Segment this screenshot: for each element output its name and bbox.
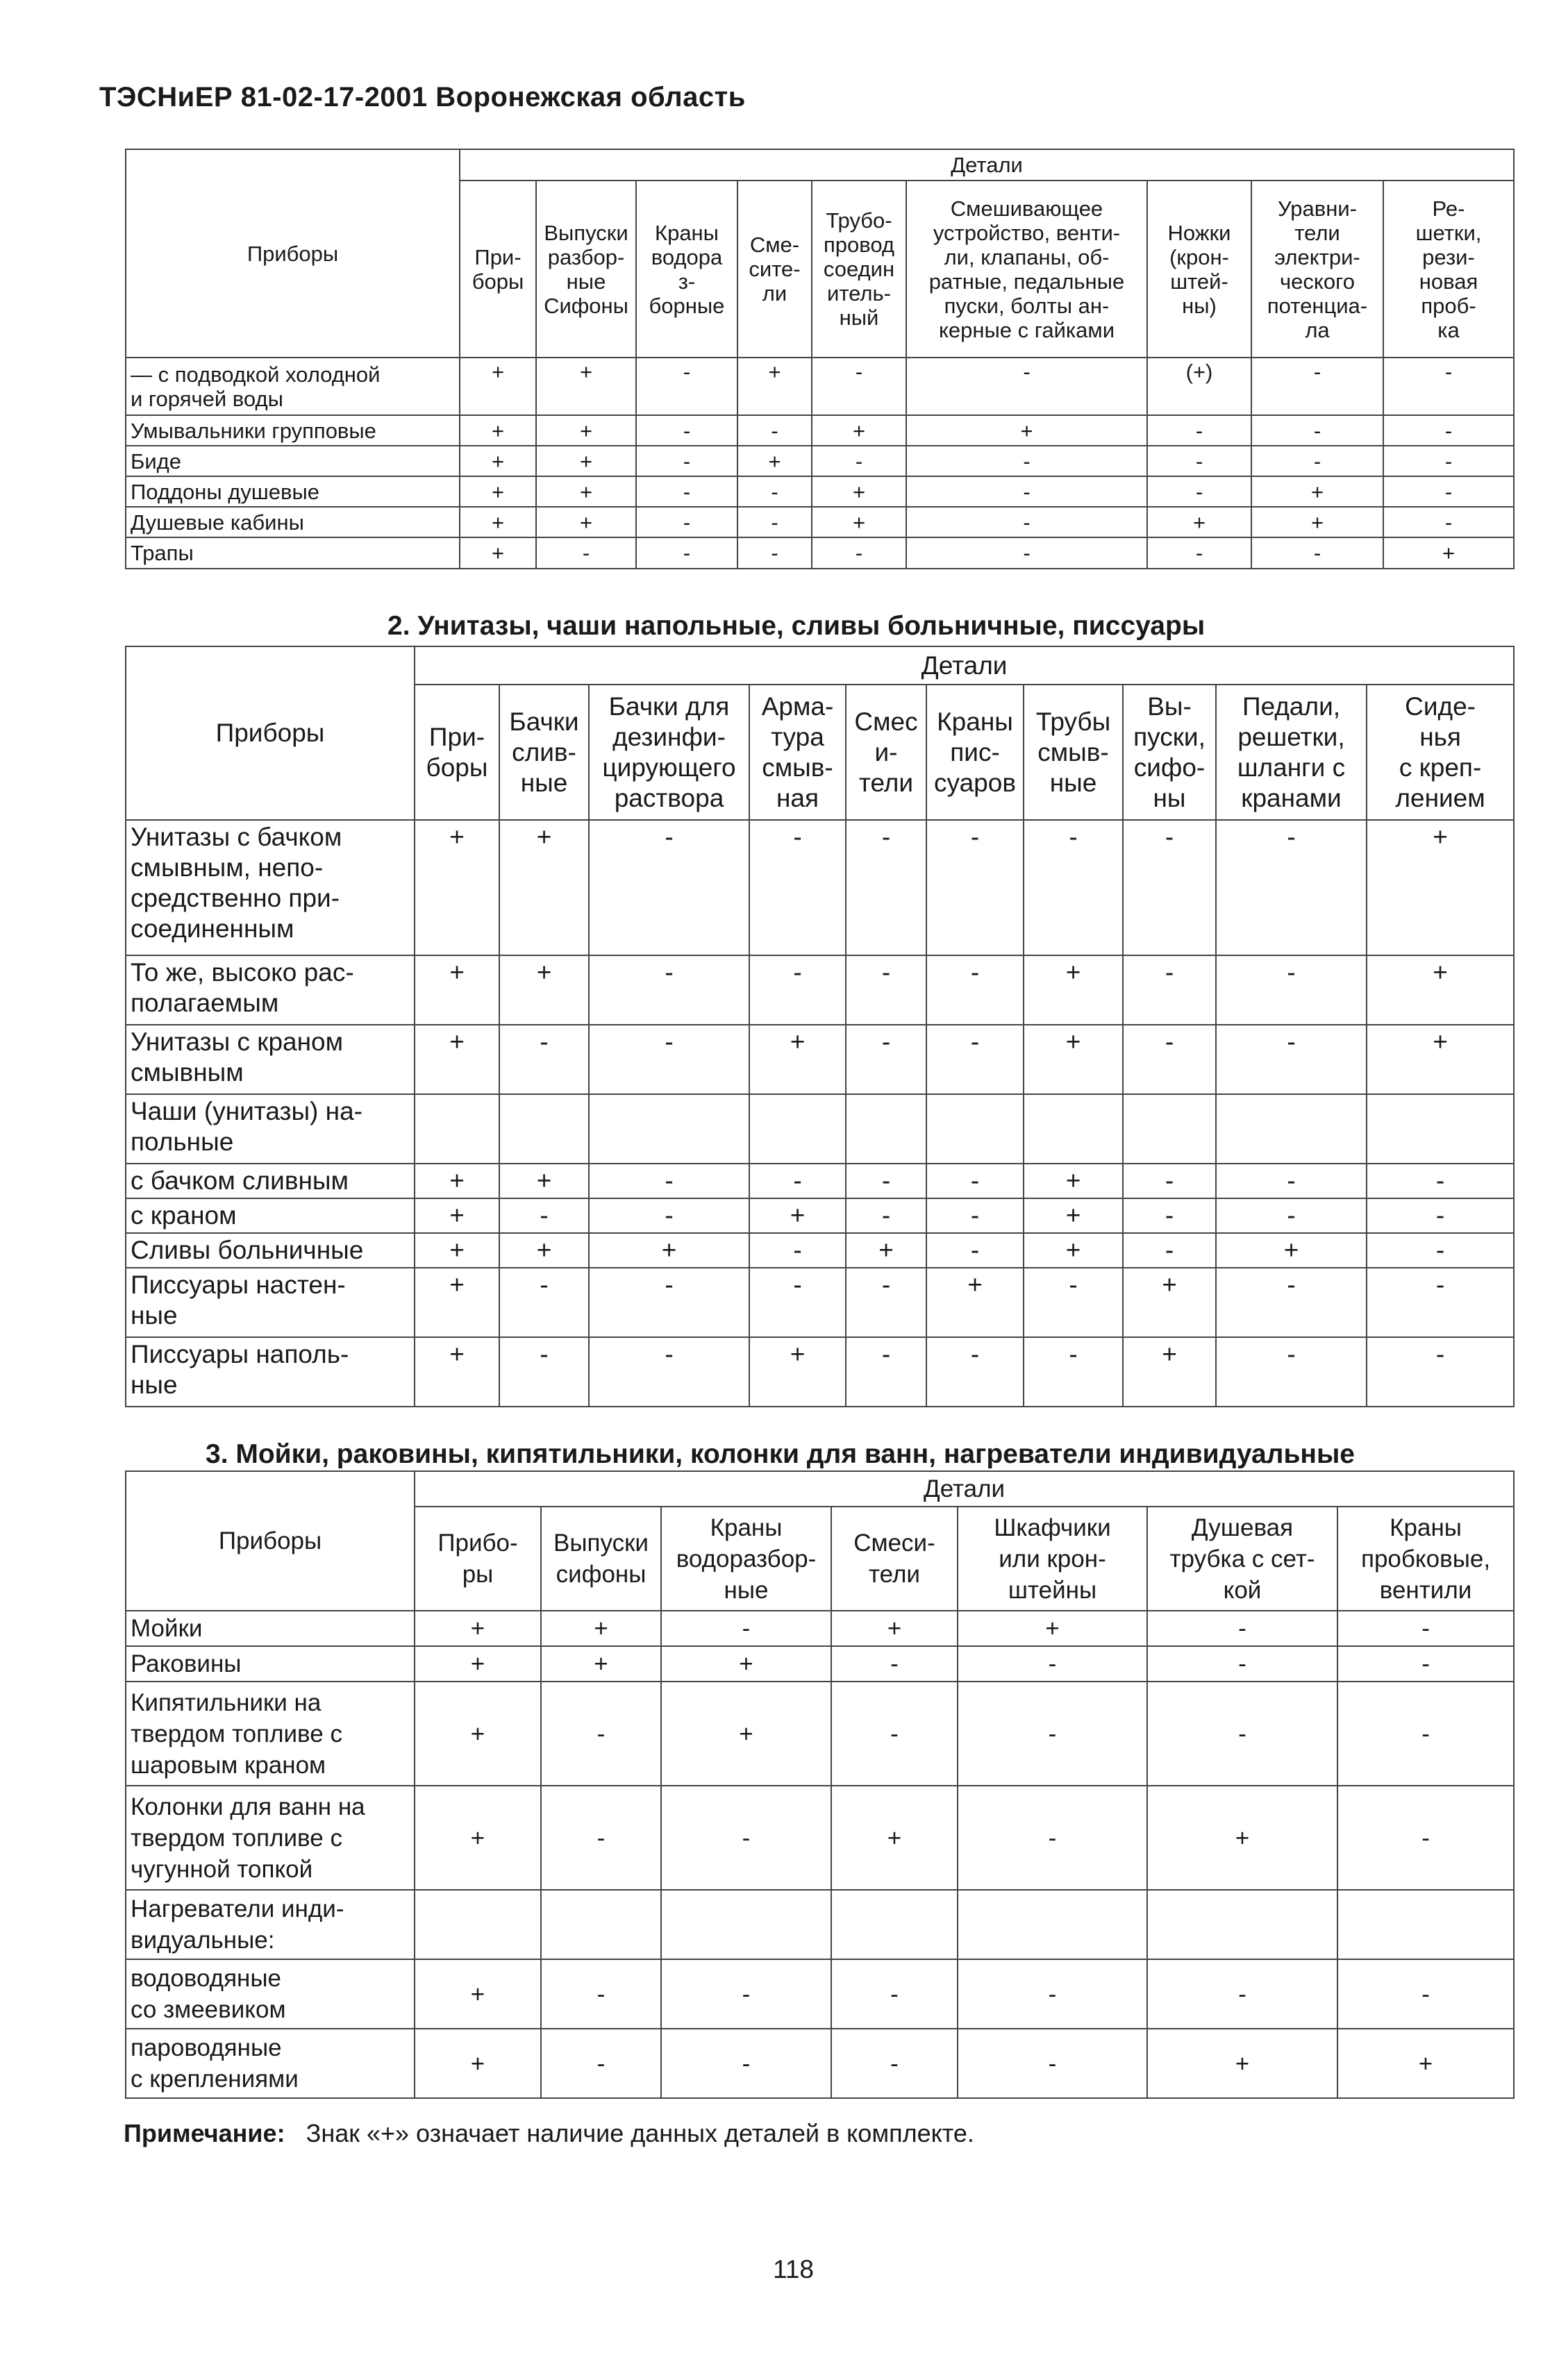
table-cell: -: [1147, 1611, 1337, 1646]
table-cell: -: [589, 1268, 749, 1337]
table-2-group-label: Детали: [415, 646, 1514, 685]
table-cell: +: [415, 2029, 541, 2098]
table-cell: +: [541, 1611, 661, 1646]
table-cell: -: [1383, 446, 1514, 476]
table-row: [126, 358, 1514, 415]
table-3-col-header: Смеси- тели: [831, 1507, 958, 1611]
table-cell: -: [1383, 415, 1514, 446]
table-cell: -: [926, 1164, 1024, 1198]
table-cell: +: [1024, 1164, 1123, 1198]
table-cell: -: [926, 1025, 1024, 1094]
table-cell: -: [958, 1786, 1147, 1890]
table-cell: -: [1337, 1682, 1514, 1786]
table-row: [126, 446, 1514, 476]
table-2-col-header: Вы- пуски, сифо- ны: [1123, 685, 1216, 820]
table-cell: +: [1123, 1268, 1216, 1337]
row-label: Кипятильники на твердом топливе с шаровым краном: [126, 1682, 415, 1786]
table-cell: -: [906, 507, 1147, 537]
section-3-title: 3. Мойки, раковины, кипятильники, колонки для ванн, нагреватели индивидуальные: [206, 1439, 1355, 1469]
table-cell: -: [1216, 1164, 1367, 1198]
footnote-text: Знак «+» означает наличие данных деталей в комплекте.: [306, 2119, 974, 2147]
table-cell: +: [1147, 1786, 1337, 1890]
table-cell: [958, 1890, 1147, 1959]
table-cell: +: [589, 1233, 749, 1268]
row-label: с краном: [126, 1198, 415, 1233]
table-cell: -: [831, 1682, 958, 1786]
table-cell: [1123, 1094, 1216, 1164]
table-cell: +: [460, 537, 536, 569]
table-cell: -: [812, 537, 906, 569]
table-cell: +: [846, 1233, 926, 1268]
page-number: 118: [773, 2255, 814, 2283]
table-row: [126, 1164, 1514, 1198]
table-cell: -: [1367, 1337, 1514, 1407]
table-cell: -: [958, 1959, 1147, 2029]
table-row: [126, 1959, 1514, 2029]
table-cell: -: [1123, 1198, 1216, 1233]
table-cell: +: [415, 955, 499, 1025]
table-cell: [926, 1094, 1024, 1164]
table-cell: -: [541, 2029, 661, 2098]
table-cell: -: [1024, 820, 1123, 955]
table-cell: -: [1216, 1337, 1367, 1407]
row-label: Умывальники групповые: [126, 415, 460, 446]
row-label: Писсуары наполь- ные: [126, 1337, 415, 1407]
table-cell: [1367, 1094, 1514, 1164]
table-cell: +: [1251, 476, 1383, 507]
table-cell: [846, 1094, 926, 1164]
table-cell: -: [1367, 1268, 1514, 1337]
table-cell: +: [812, 476, 906, 507]
table-cell: -: [1383, 476, 1514, 507]
row-label: Душевые кабины: [126, 507, 460, 537]
row-label: То же, высоко рас- полагаемым: [126, 955, 415, 1025]
table-cell: +: [499, 1233, 589, 1268]
table-3-col-header: Краны пробковые, вентили: [1337, 1507, 1514, 1611]
table-cell: [1216, 1094, 1367, 1164]
table-cell: -: [1337, 1959, 1514, 2029]
table-1-col-header: Смешивающее устройство, венти- ли, клапаны, об- ратные, педальные пуски, болты ан- керные с гайками: [906, 181, 1147, 358]
table-2-col-header: Смес и- тели: [846, 685, 926, 820]
table-cell: -: [499, 1025, 589, 1094]
table-cell: +: [1024, 1025, 1123, 1094]
table-row: [126, 507, 1514, 537]
table-cell: -: [846, 1337, 926, 1407]
table-cell: +: [1024, 955, 1123, 1025]
row-label: с бачком сливным: [126, 1164, 415, 1198]
row-label: Чаши (унитазы) на- польные: [126, 1094, 415, 1164]
table-cell: +: [812, 415, 906, 446]
table-cell: -: [1251, 446, 1383, 476]
section-2-title: 2. Унитазы, чаши напольные, сливы больничные, писсуары: [387, 611, 1206, 641]
table-cell: -: [1251, 358, 1383, 415]
table-cell: +: [536, 358, 636, 415]
table-cell: +: [737, 358, 812, 415]
table-1-col-header: Ре- шетки, рези- новая проб- ка: [1383, 181, 1514, 358]
row-label: Мойки: [126, 1611, 415, 1646]
table-cell: +: [1337, 2029, 1514, 2098]
table-cell: -: [906, 476, 1147, 507]
table-2-col-header: Бачки слив- ные: [499, 685, 589, 820]
table-cell: -: [926, 820, 1024, 955]
table-3-col-header: Прибо- ры: [415, 1507, 541, 1611]
footnote: [124, 2119, 974, 2148]
table-cell: -: [541, 1959, 661, 2029]
table-cell: [415, 1094, 499, 1164]
table-cell: +: [415, 1198, 499, 1233]
table-cell: +: [415, 1959, 541, 2029]
table-cell: +: [415, 1025, 499, 1094]
table-cell: -: [589, 1198, 749, 1233]
table-row: [126, 1890, 1514, 1959]
table-cell: +: [661, 1646, 831, 1682]
table-cell: +: [831, 1786, 958, 1890]
table-cell: -: [1367, 1198, 1514, 1233]
table-cell: -: [1216, 1025, 1367, 1094]
table-cell: -: [737, 507, 812, 537]
table-cell: +: [1147, 2029, 1337, 2098]
table-3-col-header: Выпуски сифоны: [541, 1507, 661, 1611]
table-cell: -: [499, 1268, 589, 1337]
table-cell: +: [1367, 955, 1514, 1025]
table-cell: -: [958, 2029, 1147, 2098]
row-label: Сливы больничные: [126, 1233, 415, 1268]
table-cell: +: [460, 415, 536, 446]
table-cell: +: [906, 415, 1147, 446]
table-cell: +: [1024, 1233, 1123, 1268]
table-1-row-header: Приборы: [126, 149, 460, 358]
row-label: Биде: [126, 446, 460, 476]
table-cell: -: [499, 1337, 589, 1407]
table-row: [126, 1025, 1514, 1094]
row-label: Поддоны душевые: [126, 476, 460, 507]
table-cell: -: [661, 1611, 831, 1646]
table-cell: +: [415, 1268, 499, 1337]
table-cell: -: [589, 1025, 749, 1094]
table-cell: -: [1216, 955, 1367, 1025]
table-cell: [541, 1890, 661, 1959]
table-cell: -: [846, 1268, 926, 1337]
table-cell: -: [1123, 820, 1216, 955]
table-cell: +: [460, 358, 536, 415]
table-cell: -: [661, 1786, 831, 1890]
table-2-col-header: При- боры: [415, 685, 499, 820]
table-row: [126, 1198, 1514, 1233]
table-cell: -: [1123, 1233, 1216, 1268]
table-3-row-header: Приборы: [126, 1471, 415, 1611]
table-2-col-header: Педали, решетки, шланги с кранами: [1216, 685, 1367, 820]
table-1-col-header: При- боры: [460, 181, 536, 358]
table-cell: +: [460, 446, 536, 476]
table-1-col-header: Трубо- провод соедин итель- ный: [812, 181, 906, 358]
table-cell: -: [926, 955, 1024, 1025]
table-cell: -: [536, 537, 636, 569]
table-cell: +: [415, 1611, 541, 1646]
table-cell: [749, 1094, 846, 1164]
table-cell: +: [541, 1646, 661, 1682]
row-label: — с подводкой холодной и горячей воды: [126, 358, 460, 415]
footnote-label: Примечание:: [124, 2119, 285, 2147]
table-3-col-header: Душевая трубка с сет- кой: [1147, 1507, 1337, 1611]
table-cell: -: [906, 446, 1147, 476]
row-label: Трапы: [126, 537, 460, 569]
table-cell: -: [1147, 1646, 1337, 1682]
table-row: [126, 1786, 1514, 1890]
table-cell: -: [749, 1164, 846, 1198]
table-cell: +: [415, 1682, 541, 1786]
table-cell: [499, 1094, 589, 1164]
table-cell: [831, 1890, 958, 1959]
row-label: Раковины: [126, 1646, 415, 1682]
table-cell: -: [846, 1164, 926, 1198]
table-cell: -: [812, 358, 906, 415]
table-cell: -: [926, 1198, 1024, 1233]
table-cell: -: [1251, 537, 1383, 569]
table-cell: -: [906, 537, 1147, 569]
table-cell: -: [831, 1646, 958, 1682]
row-label: пароводяные с креплениями: [126, 2029, 415, 2098]
table-cell: -: [846, 1198, 926, 1233]
table-2-col-header: Трубы смыв- ные: [1024, 685, 1123, 820]
row-label: водоводяные со змеевиком: [126, 1959, 415, 2029]
table-cell: +: [749, 1198, 846, 1233]
table-cell: -: [958, 1646, 1147, 1682]
table-cell: +: [415, 1233, 499, 1268]
row-label: Колонки для ванн на твердом топливе с чугунной топкой: [126, 1786, 415, 1890]
table-cell: +: [1024, 1198, 1123, 1233]
table-cell: -: [1216, 1268, 1367, 1337]
table-cell: +: [499, 955, 589, 1025]
table-cell: [415, 1890, 541, 1959]
table-cell: [1147, 1890, 1337, 1959]
table-cell: -: [499, 1198, 589, 1233]
document-header: ТЭСНиЕР 81-02-17-2001 Воронежская область: [99, 82, 746, 112]
table-row: [126, 1611, 1514, 1646]
table-cell: +: [812, 507, 906, 537]
table-cell: -: [1147, 1959, 1337, 2029]
table-cell: +: [499, 1164, 589, 1198]
table-cell: +: [749, 1025, 846, 1094]
table-cell: -: [1367, 1164, 1514, 1198]
table-cell: (+): [1147, 358, 1251, 415]
table-1-col-header: Уравни- тели электри- ческого потенциа- ла: [1251, 181, 1383, 358]
table-cell: -: [661, 1959, 831, 2029]
table-row: [126, 820, 1514, 955]
table-cell: +: [536, 415, 636, 446]
table-cell: -: [831, 2029, 958, 2098]
table-cell: [1337, 1890, 1514, 1959]
row-label: Нагреватели инди- видуальные:: [126, 1890, 415, 1959]
table-1-col-header: Ножки (крон- штей- ны): [1147, 181, 1251, 358]
table-2-row-header: Приборы: [126, 646, 415, 820]
table-cell: -: [1337, 1611, 1514, 1646]
table-cell: -: [1251, 415, 1383, 446]
table-cell: -: [831, 1959, 958, 2029]
table-3-col-header: Шкафчики или крон- штейны: [958, 1507, 1147, 1611]
table-cell: +: [536, 446, 636, 476]
table-cell: +: [536, 476, 636, 507]
table-row: [126, 1268, 1514, 1337]
table-cell: -: [958, 1682, 1147, 1786]
table-cell: -: [636, 476, 737, 507]
table-2-col-header: Краны пис- суаров: [926, 685, 1024, 820]
table-cell: +: [1216, 1233, 1367, 1268]
table-cell: -: [749, 1233, 846, 1268]
table-cell: -: [1147, 476, 1251, 507]
table-cell: +: [1251, 507, 1383, 537]
table-row: [126, 1094, 1514, 1164]
table-cell: -: [737, 415, 812, 446]
table-cell: +: [661, 1682, 831, 1786]
table-cell: -: [636, 507, 737, 537]
table-cell: +: [831, 1611, 958, 1646]
table-cell: -: [636, 415, 737, 446]
table-3-col-header: Краны водоразбор- ные: [661, 1507, 831, 1611]
table-1-col-header: Сме- сите- ли: [737, 181, 812, 358]
table-2-toilets: [125, 646, 1515, 1407]
table-cell: -: [589, 820, 749, 955]
table-cell: +: [1123, 1337, 1216, 1407]
table-cell: -: [1123, 955, 1216, 1025]
table-1-group-label: Детали: [460, 149, 1514, 181]
table-1-col-header: Краны водора з- борные: [636, 181, 737, 358]
table-cell: -: [636, 446, 737, 476]
table-cell: +: [460, 507, 536, 537]
table-row: [126, 1646, 1514, 1682]
table-cell: +: [415, 1786, 541, 1890]
table-cell: -: [1123, 1164, 1216, 1198]
table-cell: [1024, 1094, 1123, 1164]
table-cell: +: [536, 507, 636, 537]
table-cell: -: [737, 476, 812, 507]
table-cell: -: [749, 955, 846, 1025]
table-3-group-label: Детали: [415, 1471, 1514, 1507]
table-cell: -: [661, 2029, 831, 2098]
table-cell: -: [749, 820, 846, 955]
table-cell: +: [749, 1337, 846, 1407]
table-cell: -: [636, 537, 737, 569]
table-cell: +: [460, 476, 536, 507]
table-cell: -: [1147, 1682, 1337, 1786]
table-cell: -: [1123, 1025, 1216, 1094]
table-cell: +: [1367, 820, 1514, 955]
table-cell: +: [415, 820, 499, 955]
table-cell: -: [846, 1025, 926, 1094]
table-cell: -: [589, 955, 749, 1025]
table-cell: -: [1367, 1233, 1514, 1268]
table-cell: -: [1147, 446, 1251, 476]
table-2-col-header: Бачки для дезинфи- цирующего раствора: [589, 685, 749, 820]
table-cell: -: [846, 820, 926, 955]
table-cell: -: [1383, 507, 1514, 537]
table-cell: +: [958, 1611, 1147, 1646]
table-cell: -: [1216, 1198, 1367, 1233]
row-label: Унитазы с краном смывным: [126, 1025, 415, 1094]
table-row: [126, 415, 1514, 446]
table-row: [126, 1337, 1514, 1407]
table-cell: -: [541, 1682, 661, 1786]
table-cell: [661, 1890, 831, 1959]
table-cell: +: [1367, 1025, 1514, 1094]
table-3-sinks: [125, 1470, 1515, 2099]
table-cell: -: [926, 1337, 1024, 1407]
table-cell: -: [926, 1233, 1024, 1268]
table-cell: -: [1147, 415, 1251, 446]
table-1-sanitary-devices: [125, 149, 1515, 569]
table-row: [126, 1233, 1514, 1268]
table-2-col-header: Сиде- нья с креп- лением: [1367, 685, 1514, 820]
table-cell: -: [1024, 1268, 1123, 1337]
table-cell: -: [749, 1268, 846, 1337]
table-cell: -: [636, 358, 737, 415]
table-cell: -: [541, 1786, 661, 1890]
table-cell: -: [589, 1164, 749, 1198]
table-cell: +: [499, 820, 589, 955]
table-row: [126, 955, 1514, 1025]
table-2-col-header: Арма- тура смыв- ная: [749, 685, 846, 820]
table-cell: -: [1216, 820, 1367, 955]
table-cell: -: [1383, 358, 1514, 415]
table-cell: +: [415, 1337, 499, 1407]
table-row: [126, 1682, 1514, 1786]
table-row: [126, 476, 1514, 507]
table-cell: -: [737, 537, 812, 569]
table-cell: -: [1024, 1337, 1123, 1407]
table-row: [126, 537, 1514, 569]
row-label: Унитазы с бачком смывным, непо- средственно при- соединенным: [126, 820, 415, 955]
table-cell: -: [812, 446, 906, 476]
table-cell: -: [906, 358, 1147, 415]
row-label: Писсуары настен- ные: [126, 1268, 415, 1337]
table-cell: [589, 1094, 749, 1164]
table-cell: -: [1337, 1646, 1514, 1682]
table-1-col-header: Выпуски разбор- ные Сифоны: [536, 181, 636, 358]
table-cell: -: [1337, 1786, 1514, 1890]
table-cell: +: [415, 1164, 499, 1198]
table-cell: -: [589, 1337, 749, 1407]
table-cell: +: [926, 1268, 1024, 1337]
table-cell: +: [1147, 507, 1251, 537]
table-cell: +: [415, 1646, 541, 1682]
table-cell: -: [1147, 537, 1251, 569]
table-cell: +: [737, 446, 812, 476]
table-row: [126, 2029, 1514, 2098]
table-cell: +: [1383, 537, 1514, 569]
table-cell: -: [846, 955, 926, 1025]
